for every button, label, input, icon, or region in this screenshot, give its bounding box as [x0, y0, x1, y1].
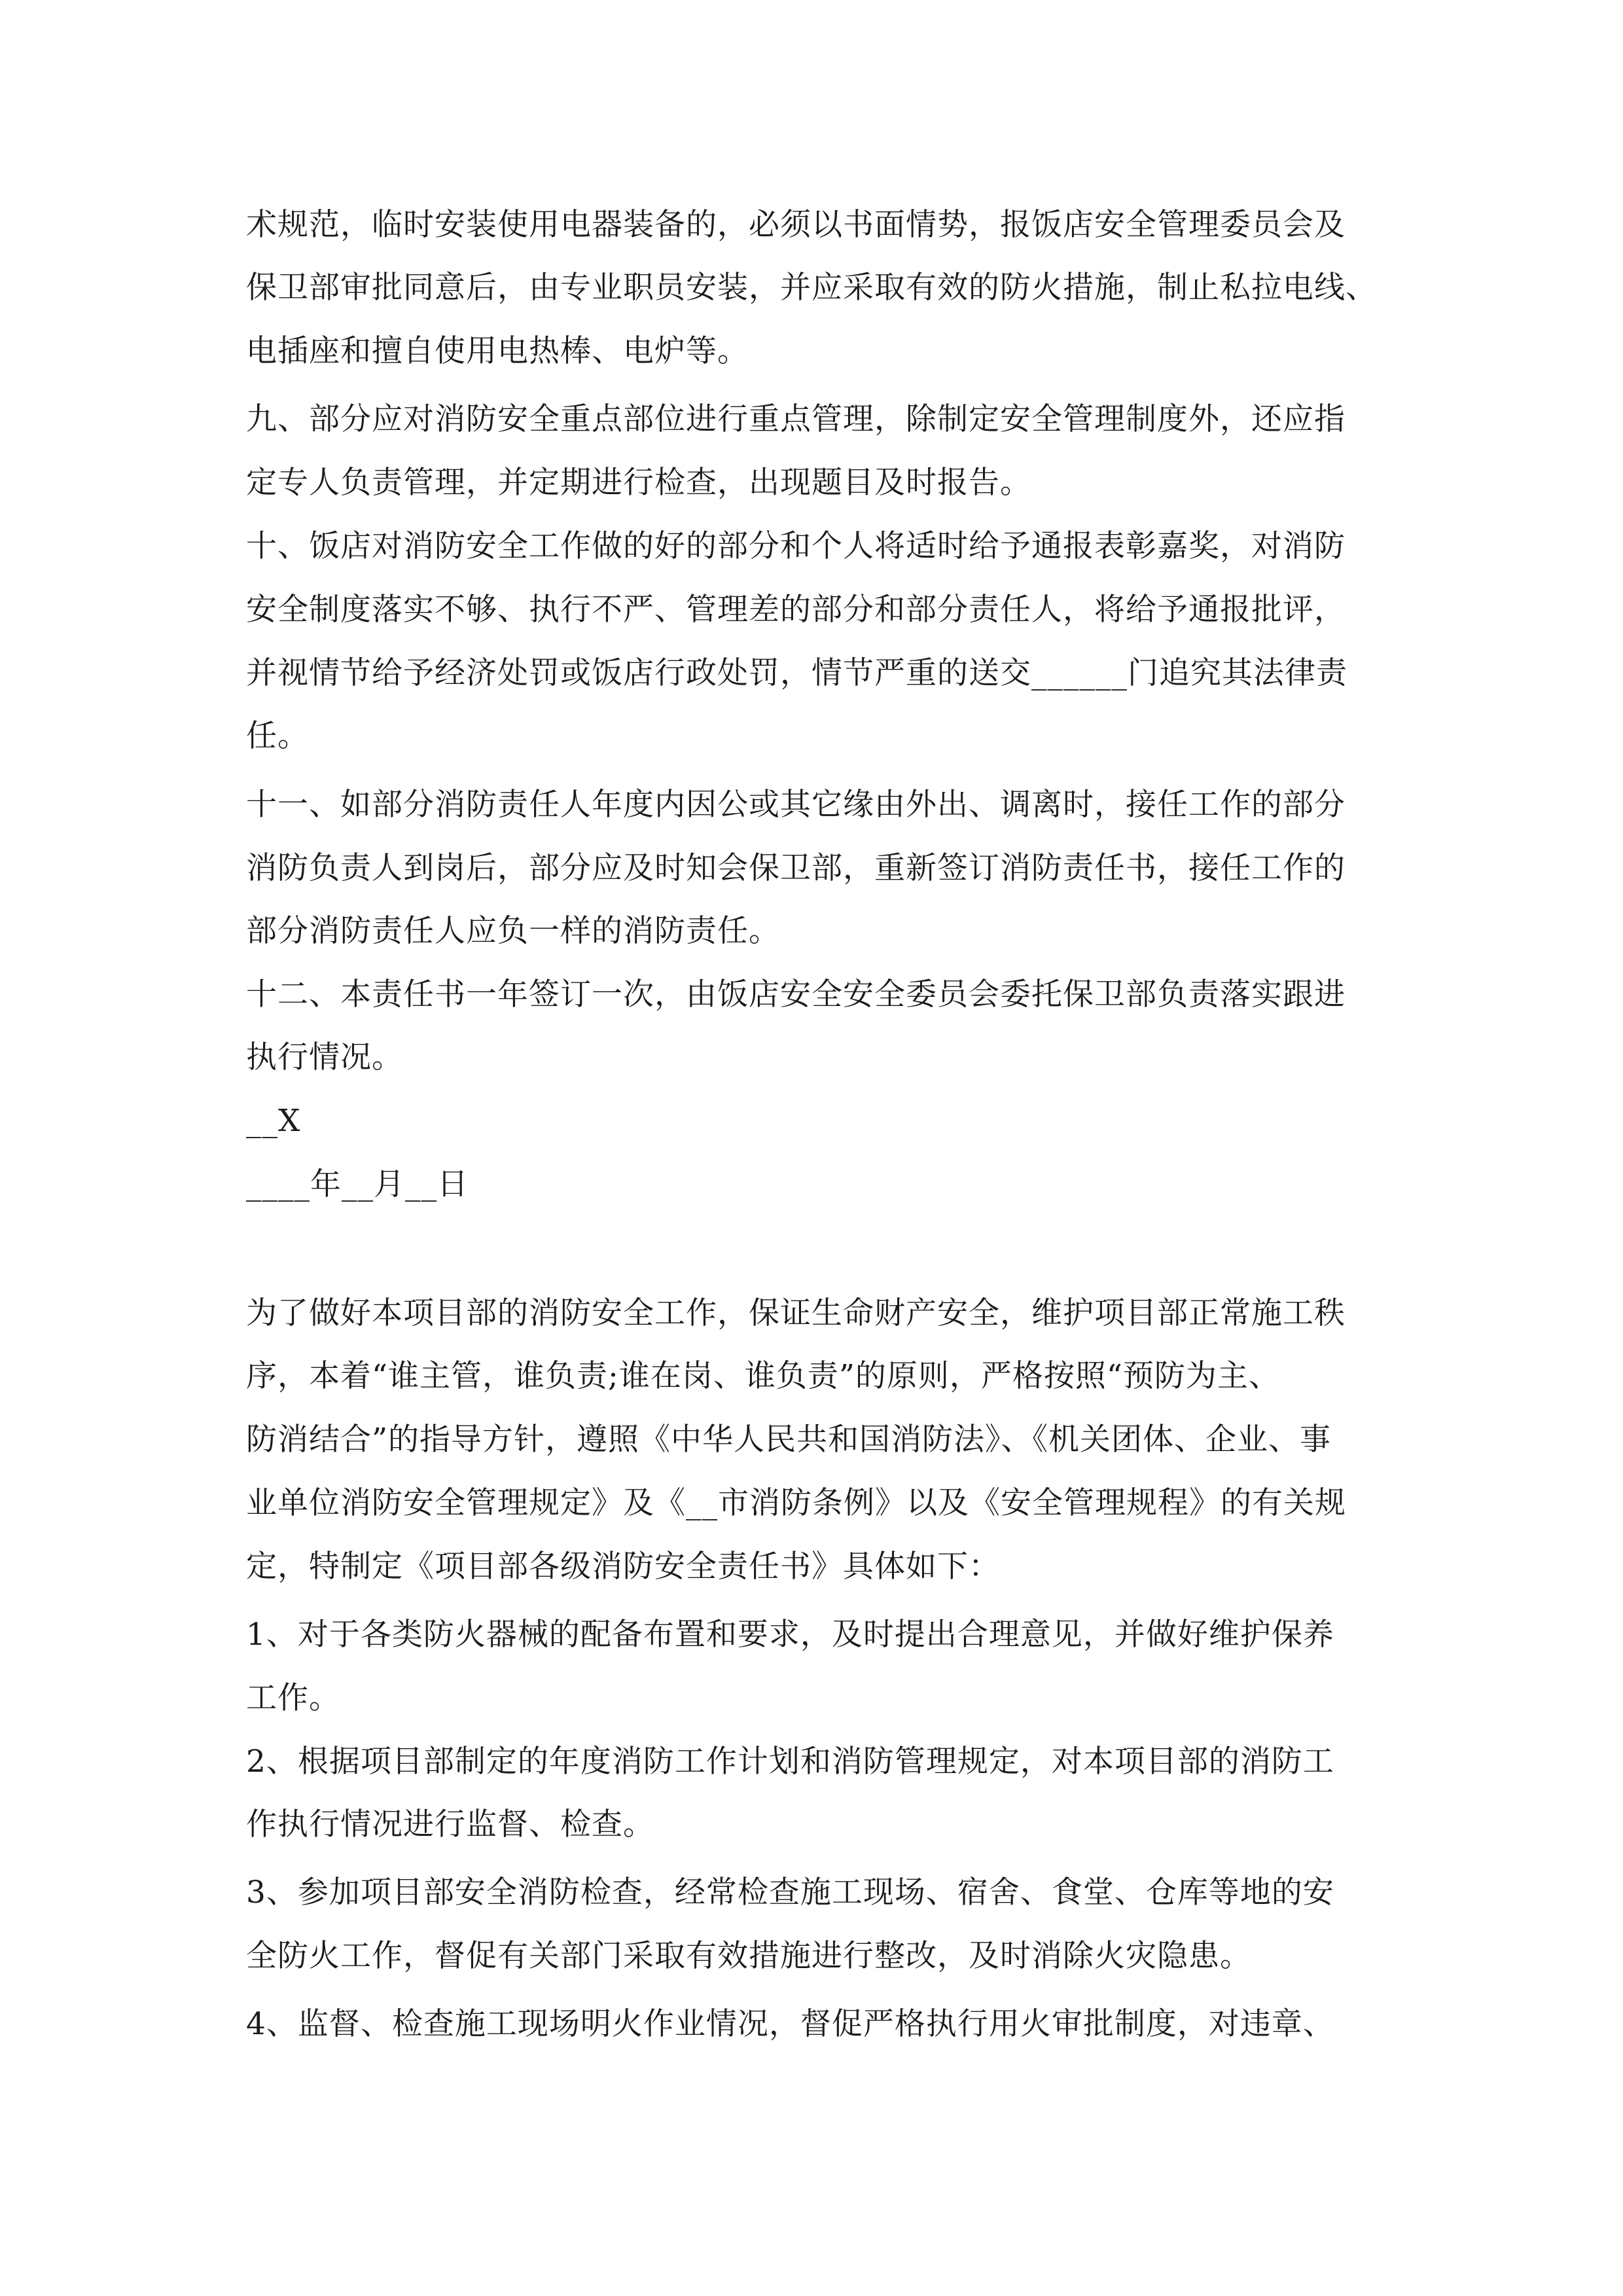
text-line: 定，特制定《项目部各级消防安全责任书》具体如下：	[246, 1549, 1000, 1585]
text-line: 电插座和擅自使用电热棒、电炉等。	[246, 333, 749, 369]
text-line: 十、饭店对消防安全工作做的好的部分和个人将适时给予通报表彰嘉奖，对消防	[246, 528, 1346, 564]
signature-line: __X	[246, 1103, 301, 1139]
text-line: 十一、如部分消防责任人年度内因公或其它缘由外出、调离时，接任工作的部分	[246, 787, 1346, 823]
text-line: 全防火工作，督促有关部门采取有效措施进行整改，及时消除火灾隐患。	[246, 1938, 1251, 1974]
text-line: 消防负责人到岗后，部分应及时知会保卫部，重新签订消防责任书，接任工作的	[246, 850, 1346, 886]
text-line: 作执行情况进行监督、检查。	[246, 1806, 654, 1842]
text-line: 执行情况。	[246, 1039, 403, 1075]
text-line: 业单位消防安全管理规定》及《__市消防条例》以及《安全管理规程》的有关规	[246, 1485, 1346, 1521]
text-line: 部分消防责任人应负一样的消防责任。	[246, 913, 780, 949]
text-line: 1、对于各类防火器械的配备布置和要求，及时提出合理意见，并做好维护保养	[246, 1617, 1334, 1653]
text-line: 防消结合”的指导方针，遵照《中华人民共和国消防法》、《机关团体、企业、事	[246, 1422, 1332, 1458]
text-line: 术规范，临时安装使用电器装备的，必须以书面情势，报饭店安全管理委员会及	[246, 207, 1346, 243]
text-line: 2、根据项目部制定的年度消防工作计划和消防管理规定，对本项目部的消防工	[246, 1744, 1334, 1780]
text-line: 定专人负责管理，并定期进行检查，出现题目及时报告。	[246, 465, 1031, 501]
text-line: 3、参加项目部安全消防检查，经常检查施工现场、宿舍、食堂、仓库等地的安	[246, 1874, 1334, 1910]
text-line: 并视情节给予经济处罚或饭店行政处罚，情节严重的送交______门追究其法律责	[246, 655, 1347, 691]
text-line: 安全制度落实不够、执行不严、管理差的部分和部分责任人，将给予通报批评，	[246, 592, 1346, 628]
text-line: 九、部分应对消防安全重点部位进行重点管理，除制定安全管理制度外，还应指	[246, 401, 1346, 437]
text-line: 4、监督、检查施工现场明火作业情况，督促严格执行用火审批制度，对违章、	[246, 2006, 1334, 2042]
text-line: 工作。	[246, 1680, 340, 1716]
text-line: 序，本着“谁主管，谁负责;谁在岗、谁负责”的原则，严格按照“预防为主、	[246, 1358, 1280, 1394]
text-line: 保卫部审批同意后，由专业职员安装，并应采取有效的防火措施，制止私拉电线、	[246, 270, 1377, 306]
date-line: ____年__月__日	[246, 1166, 469, 1202]
text-line: 为了做好本项目部的消防安全工作，保证生命财产安全，维护项目部正常施工秩	[246, 1295, 1346, 1331]
text-line: 任。	[246, 718, 309, 754]
text-line: 十二、本责任书一年签订一次，由饭店安全安全委员会委托保卫部负责落实跟进	[246, 977, 1346, 1013]
